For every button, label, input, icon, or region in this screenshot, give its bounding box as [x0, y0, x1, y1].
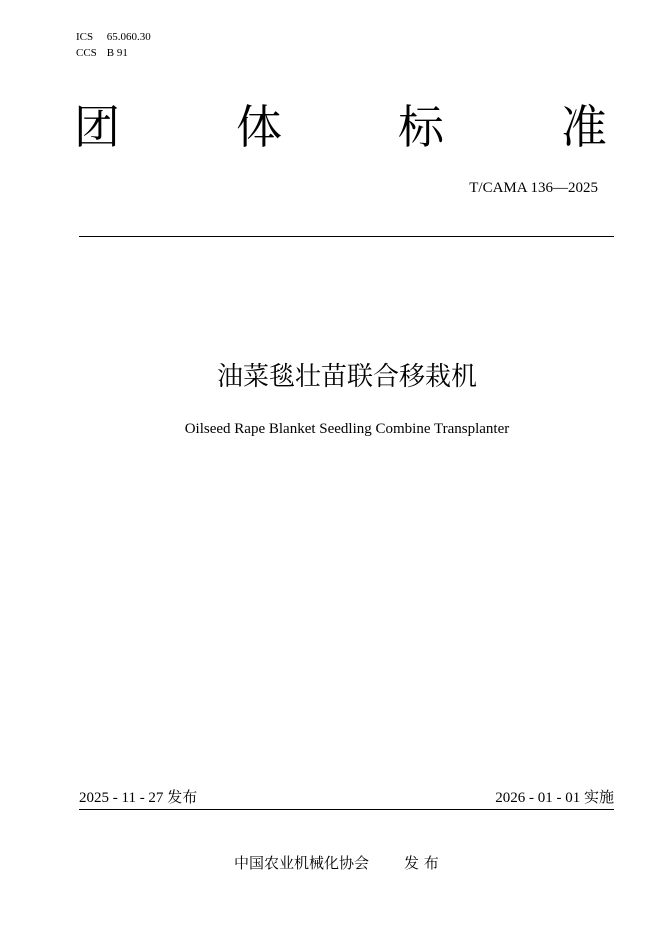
issue-date	[79, 788, 197, 807]
issue-date-label: 发布	[167, 788, 198, 806]
doc-type-char-3: 标	[398, 100, 444, 154]
title-english: Oilseed Rape Blanket Seedling Combine Transplanter	[184, 421, 510, 437]
top-divider	[79, 236, 614, 237]
ics-value: 65.060.30	[106, 31, 151, 43]
publisher-org: 中国农业机械化协会	[234, 854, 370, 872]
effective-date	[495, 788, 614, 807]
effective-date-value: 2026 - 01 - 01	[495, 790, 581, 806]
doc-type-char-2: 体	[236, 100, 282, 154]
ccs-value: B 91	[106, 47, 128, 59]
title-chinese: 油菜毯壮苗联合移栽机	[216, 362, 477, 392]
ics-code	[76, 30, 151, 44]
doc-type-char-1: 团	[74, 100, 120, 154]
issue-date-value: 2025 - 11 - 27	[79, 790, 164, 806]
ics-label: ICS	[76, 31, 94, 43]
effective-date-label: 实施	[583, 788, 614, 806]
bottom-divider	[79, 809, 614, 810]
doc-type-char-4: 准	[561, 100, 607, 154]
standard-number: T/CAMA 136—2025	[469, 180, 598, 196]
publisher-action: 发 布	[404, 854, 439, 872]
ccs-code	[76, 46, 128, 60]
ccs-label: CCS	[76, 47, 97, 59]
